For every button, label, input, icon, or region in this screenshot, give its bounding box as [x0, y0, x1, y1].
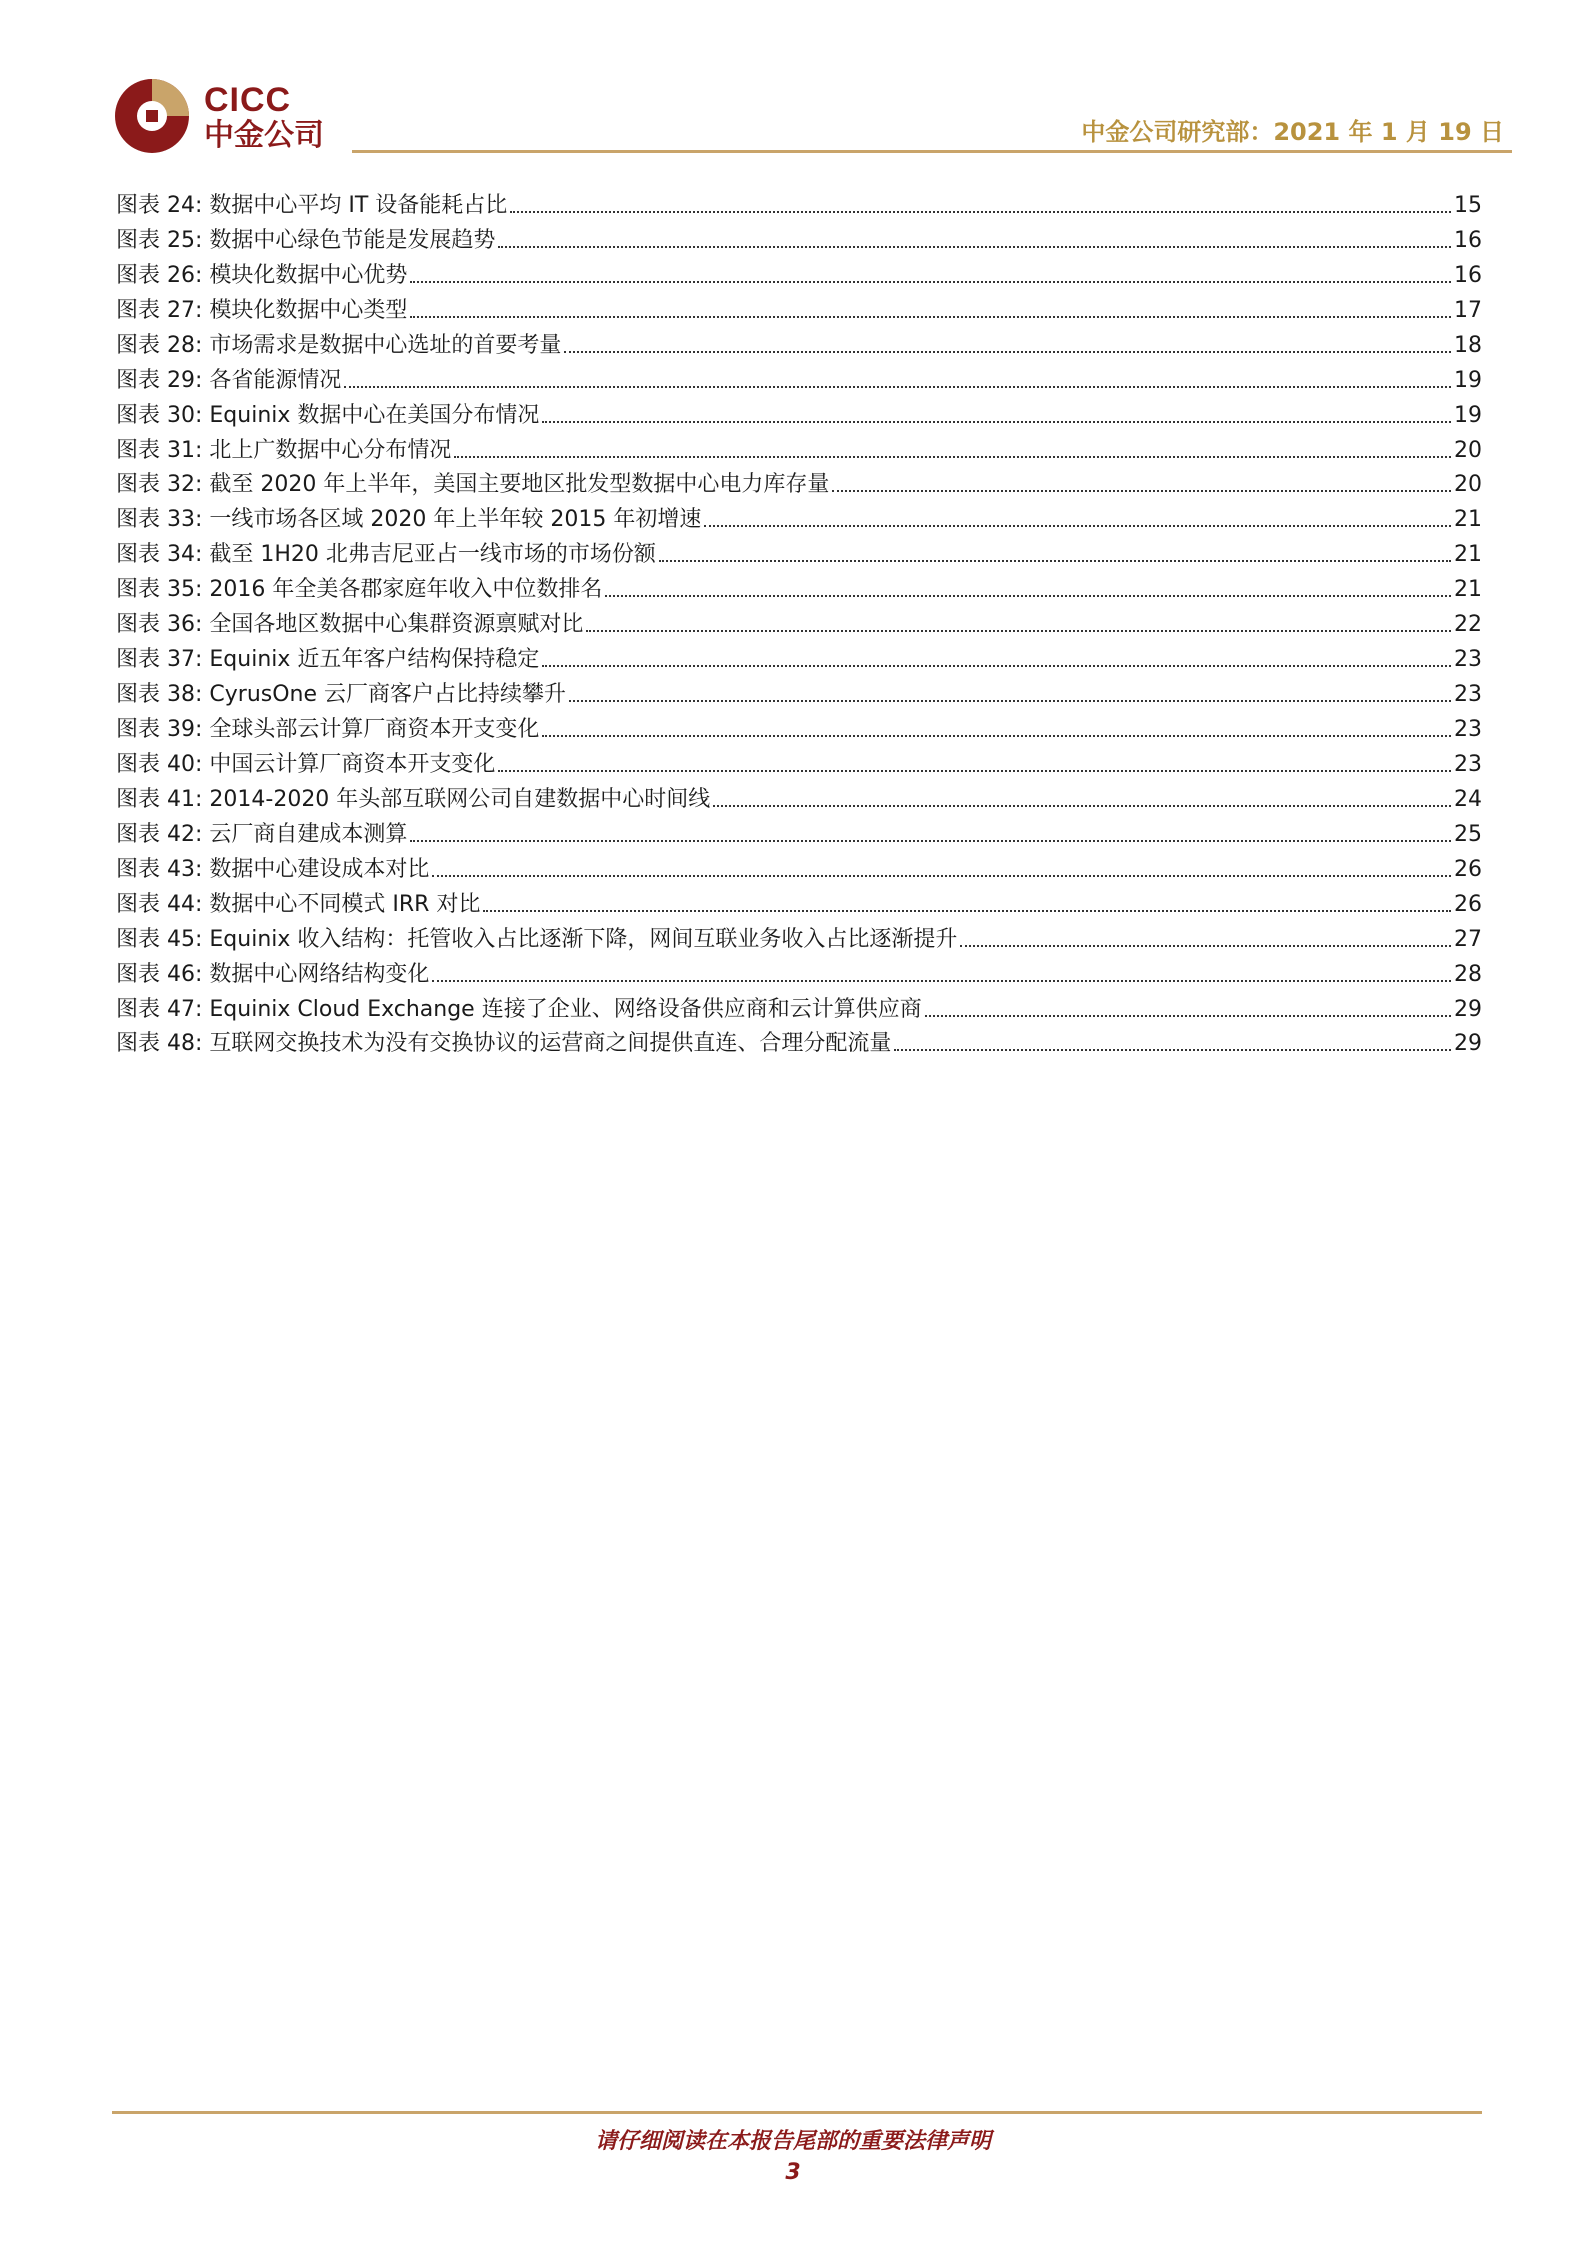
toc-leader-dots	[564, 351, 1451, 353]
toc-entry[interactable]	[116, 396, 1482, 431]
page-number: 3	[785, 2160, 801, 2185]
toc-entry-title[interactable]: 图表 25: 数据中心绿色节能是发展趋势	[116, 227, 496, 253]
toc-entry-title[interactable]: 图表 41: 2014-2020 年头部互联网公司自建数据中心时间线	[116, 786, 711, 812]
toc-entry-page[interactable]: 20	[1454, 437, 1482, 463]
footer-divider	[112, 2111, 1482, 2114]
toc-entry-title[interactable]: 图表 47: Equinix Cloud Exchange 连接了企业、网络设备供应商和云计算供应商	[116, 996, 922, 1022]
figure-list	[116, 186, 1482, 1059]
toc-entry-page[interactable]: 16	[1454, 227, 1482, 253]
toc-entry[interactable]	[116, 710, 1482, 745]
toc-leader-dots	[410, 316, 1451, 318]
toc-entry-page[interactable]: 25	[1454, 821, 1482, 847]
toc-entry-title[interactable]: 图表 38: CyrusOne 云厂商客户占比持续攀升	[116, 682, 567, 708]
toc-leader-dots	[542, 735, 1451, 737]
toc-leader-dots	[432, 875, 1451, 877]
toc-entry-title[interactable]: 图表 32: 截至 2020 年上半年，美国主要地区批发型数据中心电力库存量	[116, 472, 830, 498]
toc-entry-page[interactable]: 23	[1454, 647, 1482, 673]
toc-leader-dots	[510, 211, 1451, 213]
logo-text-en: CICC	[204, 81, 292, 119]
toc-entry[interactable]	[116, 990, 1482, 1025]
toc-leader-dots	[586, 630, 1451, 632]
toc-entry-title[interactable]: 图表 42: 云厂商自建成本测算	[116, 821, 408, 847]
toc-entry[interactable]	[116, 745, 1482, 780]
toc-entry-page[interactable]: 28	[1454, 961, 1482, 987]
toc-entry[interactable]	[116, 186, 1482, 221]
toc-entry[interactable]	[116, 850, 1482, 885]
toc-entry[interactable]	[116, 466, 1482, 501]
cicc-logo	[112, 76, 342, 160]
toc-leader-dots	[432, 980, 1451, 982]
cicc-logo-mark-icon	[112, 76, 192, 156]
toc-entry-page[interactable]: 23	[1454, 717, 1482, 742]
toc-entry[interactable]	[116, 221, 1482, 256]
toc-entry-title[interactable]: 图表 37: Equinix 近五年客户结构保持稳定	[116, 647, 540, 673]
toc-entry-page[interactable]: 27	[1454, 926, 1482, 952]
toc-leader-dots	[894, 1049, 1451, 1051]
toc-entry-title[interactable]: 图表 36: 全国各地区数据中心集群资源禀赋对比	[116, 612, 584, 638]
toc-entry-page[interactable]: 26	[1454, 856, 1482, 882]
toc-entry-title[interactable]: 图表 39: 全球头部云计算厂商资本开支变化	[116, 717, 540, 742]
toc-entry-page[interactable]: 29	[1454, 996, 1482, 1022]
toc-entry[interactable]	[116, 431, 1482, 466]
toc-leader-dots	[832, 490, 1451, 492]
toc-entry-page[interactable]: 23	[1454, 682, 1482, 708]
toc-entry[interactable]	[116, 640, 1482, 675]
toc-entry-page[interactable]: 23	[1454, 751, 1482, 777]
toc-entry-page[interactable]: 21	[1454, 507, 1482, 533]
toc-entry-title[interactable]: 图表 24: 数据中心平均 IT 设备能耗占比	[116, 192, 508, 218]
toc-entry[interactable]	[116, 815, 1482, 850]
toc-entry-page[interactable]: 29	[1454, 1031, 1482, 1057]
toc-entry-title[interactable]: 图表 34: 截至 1H20 北弗吉尼亚占一线市场的市场份额	[116, 542, 656, 568]
header-divider	[352, 150, 1512, 153]
legal-notice: 请仔细阅读在本报告尾部的重要法律声明	[594, 2129, 991, 2154]
logo-text-cn: 中金公司	[204, 118, 324, 153]
toc-entry-page[interactable]: 21	[1454, 542, 1482, 568]
toc-entry[interactable]	[116, 326, 1482, 361]
toc-entry[interactable]	[116, 605, 1482, 640]
toc-entry[interactable]	[116, 291, 1482, 326]
toc-leader-dots	[960, 945, 1451, 947]
toc-entry-title[interactable]: 图表 43: 数据中心建设成本对比	[116, 856, 430, 882]
toc-entry[interactable]	[116, 1025, 1482, 1060]
toc-entry[interactable]	[116, 920, 1482, 955]
toc-leader-dots	[704, 525, 1451, 527]
toc-entry-page[interactable]: 18	[1454, 332, 1482, 358]
toc-leader-dots	[542, 665, 1451, 667]
toc-entry-page[interactable]: 26	[1454, 891, 1482, 917]
header-date: 中金公司研究部：2021 年 1 月 19 日	[1081, 118, 1504, 146]
toc-leader-dots	[498, 246, 1451, 248]
toc-leader-dots	[498, 770, 1451, 772]
toc-entry-title[interactable]: 图表 35: 2016 年全美各郡家庭年收入中位数排名	[116, 577, 603, 603]
toc-leader-dots	[483, 910, 1451, 912]
toc-entry[interactable]	[116, 500, 1482, 535]
toc-entry-title[interactable]: 图表 28: 市场需求是数据中心选址的首要考量	[116, 332, 562, 358]
toc-leader-dots	[569, 700, 1451, 702]
toc-entry-title[interactable]: 图表 26: 模块化数据中心优势	[116, 262, 408, 288]
toc-entry-page[interactable]: 19	[1454, 402, 1482, 428]
toc-entry-title[interactable]: 图表 48: 互联网交换技术为没有交换协议的运营商之间提供直连、合理分配流量	[116, 1031, 892, 1057]
toc-leader-dots	[925, 1015, 1451, 1017]
toc-leader-dots	[659, 560, 1451, 562]
toc-entry[interactable]	[116, 955, 1482, 990]
toc-entry-page[interactable]: 21	[1454, 577, 1482, 603]
toc-entry-title[interactable]: 图表 46: 数据中心网络结构变化	[116, 961, 430, 987]
toc-entry-page[interactable]: 22	[1454, 612, 1482, 638]
toc-entry-title[interactable]: 图表 27: 模块化数据中心类型	[116, 297, 408, 323]
toc-entry[interactable]	[116, 780, 1482, 815]
toc-entry-page[interactable]: 24	[1454, 786, 1482, 812]
toc-entry-title[interactable]: 图表 30: Equinix 数据中心在美国分布情况	[116, 402, 540, 428]
toc-leader-dots	[454, 456, 1451, 458]
toc-leader-dots	[713, 805, 1451, 807]
toc-entry[interactable]	[116, 361, 1482, 396]
toc-entry-page[interactable]: 15	[1454, 192, 1482, 218]
toc-entry-page[interactable]: 17	[1454, 297, 1482, 323]
toc-entry-title[interactable]: 图表 31: 北上广数据中心分布情况	[116, 437, 452, 463]
toc-entry-title[interactable]: 图表 40: 中国云计算厂商资本开支变化	[116, 751, 496, 777]
toc-entry-title[interactable]: 图表 33: 一线市场各区域 2020 年上半年较 2015 年初增速	[116, 507, 702, 533]
toc-leader-dots	[605, 595, 1451, 597]
toc-entry[interactable]	[116, 256, 1482, 291]
toc-entry-title[interactable]: 图表 44: 数据中心不同模式 IRR 对比	[116, 891, 481, 917]
toc-entry[interactable]	[116, 675, 1482, 710]
toc-entry-page[interactable]: 19	[1454, 367, 1482, 393]
toc-leader-dots	[542, 421, 1451, 423]
toc-entry-title[interactable]: 图表 29: 各省能源情况	[116, 367, 342, 393]
toc-entry[interactable]	[116, 570, 1482, 605]
toc-leader-dots	[410, 840, 1451, 842]
toc-entry-page[interactable]: 20	[1454, 472, 1482, 498]
toc-entry-title[interactable]: 图表 45: Equinix 收入结构：托管收入占比逐渐下降，网间互联业务收入占比逐渐提升	[116, 926, 958, 952]
toc-entry[interactable]	[116, 535, 1482, 570]
toc-leader-dots	[410, 281, 1451, 283]
toc-entry-page[interactable]: 16	[1454, 262, 1482, 288]
toc-leader-dots	[344, 386, 1451, 388]
toc-entry[interactable]	[116, 885, 1482, 920]
